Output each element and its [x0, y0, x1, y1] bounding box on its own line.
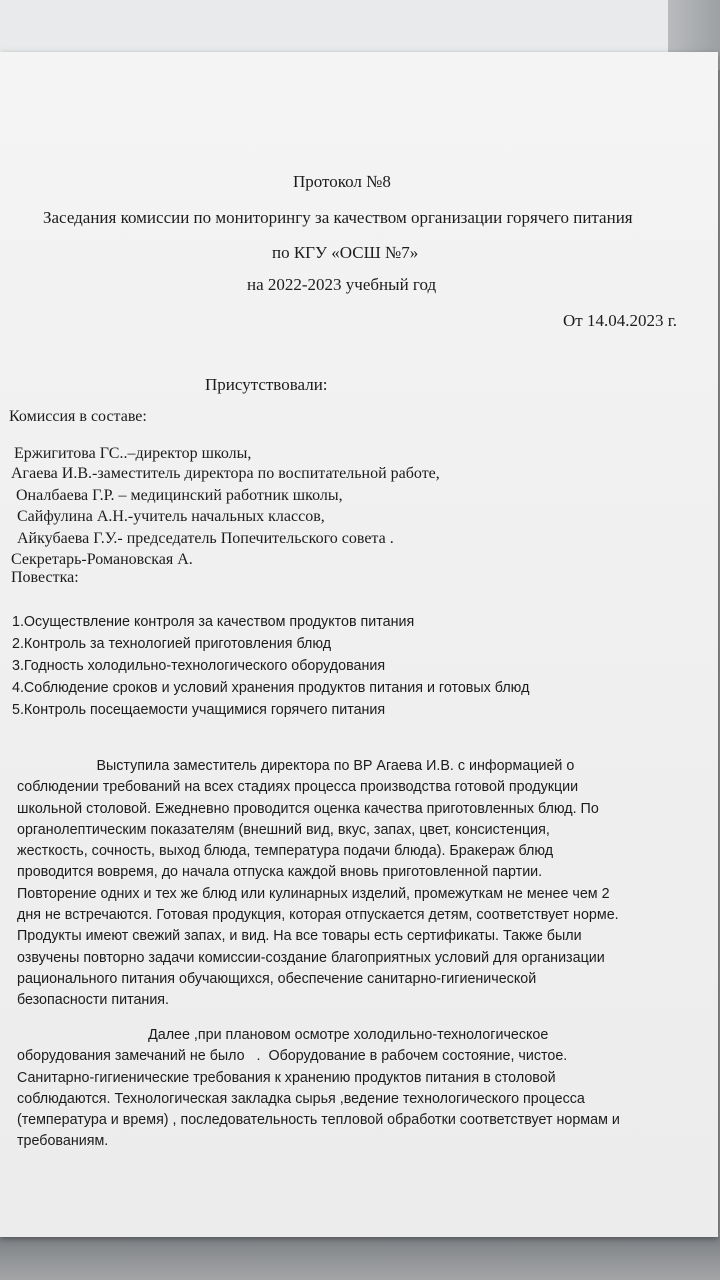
table-surface: [0, 1237, 720, 1280]
paragraph-line: проводится вовремя, до начала отпуска каждой вновь приготовленной партии.: [17, 864, 543, 881]
paragraph-line: требованиям.: [17, 1133, 109, 1150]
member-item: Айкубаева Г.У.- председатель Попечительского совета .: [17, 530, 394, 547]
document-subtitle-line-2: по КГУ «ОСШ №7»: [272, 243, 419, 262]
paragraph-line: соблюдаются. Технологическая закладка сырья ,ведение технологического процесса: [17, 1090, 585, 1107]
report-paragraph-2: [17, 1025, 717, 1153]
report-paragraph-1: [17, 756, 717, 1012]
paragraph-line: Санитарно-гигиенические требования к хранению продуктов питания в столовой: [17, 1069, 556, 1086]
paragraph-line: Продукты имеют свежий запах, и вид. На все товары есть сертификаты. Также были: [17, 928, 582, 945]
present-heading: Присутствовали:: [205, 375, 328, 394]
paragraph-line: Повторение одних и тех же блюд или кулинарных изделий, промежуткам не менее чем 2: [17, 885, 610, 902]
paragraph-line: (температура и время) , последовательность тепловой обработки соответствует нормам и: [17, 1112, 620, 1129]
document-subtitle-line-3: на 2022-2023 учебный год: [247, 275, 437, 294]
member-item: Оналбаева Г.Р. – медицинский работник школы,: [16, 487, 343, 504]
member-item: Ержигитова ГС..–директор школы,: [14, 445, 252, 462]
secretary-item: Секретарь-Романовская А.: [11, 551, 193, 568]
agenda-item: 5.Контроль посещаемости учащимися горячего питания: [12, 702, 386, 718]
document-title: Протокол №8: [293, 172, 391, 191]
paragraph-line: рационального питания обучающихся, обеспечение санитарно-гигиенической: [17, 970, 537, 987]
paragraph-line: жесткость, сочность, выход блюда, температура подачи блюда). Бракераж блюд: [17, 843, 554, 860]
paragraph-line: оборудования замечаний не было . Оборудование в рабочем состояние, чистое.: [17, 1048, 568, 1065]
paragraph-line: школьной столовой. Ежедневно проводится оценка качества приготовленных блюд. По: [17, 800, 599, 817]
commission-label: Комиссия в составе:: [9, 408, 147, 425]
agenda-item: 2.Контроль за технологией приготовления блюд: [12, 636, 332, 652]
paragraph-line: соблюдении требований на всех стадиях процесса производства готовой продукции: [17, 779, 579, 796]
member-item: Сайфулина А.Н.-учитель начальных классов,: [17, 508, 325, 525]
document-date: От 14.04.2023 г.: [563, 311, 678, 330]
agenda-item: 3.Годность холодильно-технологического оборудования: [12, 658, 386, 674]
paragraph-line: дня не встречаются. Готовая продукция, которая отпускается детям, соответствует норме.: [17, 907, 619, 924]
member-item: Агаева И.В.-заместитель директора по воспитательной работе,: [11, 465, 440, 482]
agenda-item: 1.Осуществление контроля за качеством продуктов питания: [12, 614, 415, 630]
paragraph-line: Выступила заместитель директора по ВР Агаева И.В. с информацией о: [17, 758, 575, 774]
paragraph-line: органолептическим показателям (внешний вид, вкус, запах, цвет, консистенция,: [17, 821, 550, 838]
paragraph-line: озвучены повторно задачи комиссии-создание благоприятных условий для организации: [17, 949, 605, 966]
paragraph-line: безопасности питания.: [17, 992, 170, 1009]
paragraph-line: Далее ,при плановом осмотре холодильно-технологическое: [17, 1027, 549, 1043]
agenda-label: Повестка:: [11, 569, 79, 586]
agenda-item: 4.Соблюдение сроков и условий хранения продуктов питания и готовых блюд: [12, 680, 530, 696]
document-subtitle-line-1: Заседания комиссии по мониторингу за качеством организации горячего питания: [43, 208, 633, 227]
